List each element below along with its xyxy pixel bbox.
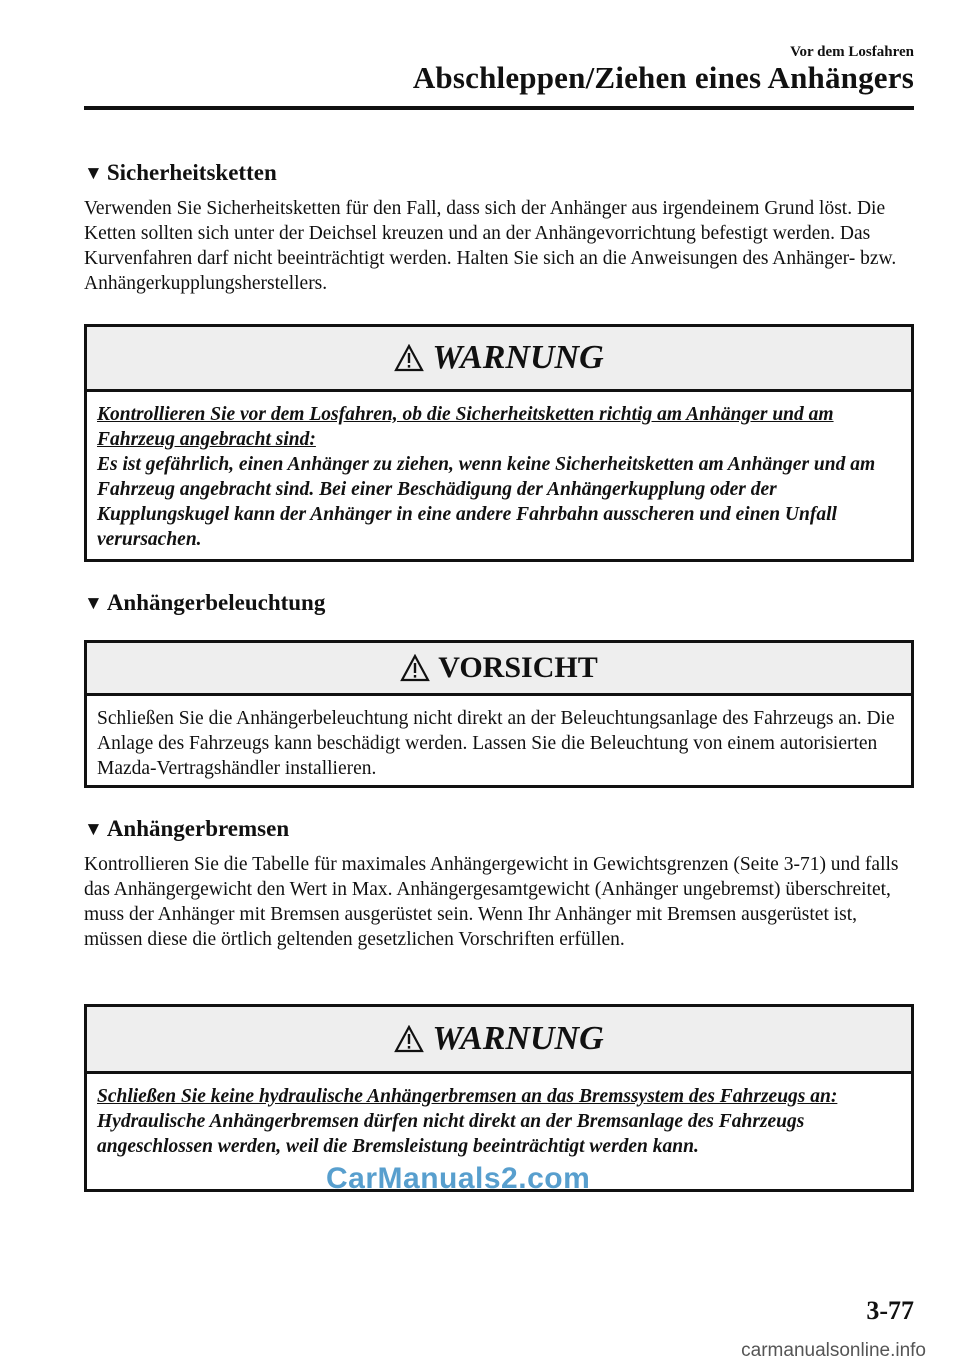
- section-anhaengerbremsen: [84, 812, 914, 952]
- section-heading: [84, 586, 914, 620]
- footer-site-link[interactable]: carmanualsonline.info: [741, 1340, 926, 1361]
- triangle-down-icon: ▼: [84, 162, 103, 184]
- section-heading: [84, 812, 914, 846]
- caution-title: VORSICHT: [438, 651, 598, 684]
- warning-box-body: [87, 392, 911, 560]
- running-header-section: Vor dem Losfahren: [790, 44, 914, 60]
- section-heading: [84, 156, 914, 190]
- page-number: 3-77: [866, 1296, 914, 1325]
- warning-box: [84, 324, 914, 562]
- warning-text: Es ist gefährlich, einen Anhänger zu ziehen, wenn keine Sicherheitsketten am Anhänger und am Fahrzeug angebracht sind. Bei einer Beschädigung der Anhängerkupplung oder der Kupplungskugel kann der Anhänger in eine andere Fahrbahn ausscheren und einen Unfall verursachen.: [97, 454, 876, 550]
- header-divider: [84, 106, 914, 110]
- page-title: Abschleppen/Ziehen eines Anhängers: [412, 60, 914, 95]
- watermark-logo: CarManuals2.com: [326, 1162, 591, 1195]
- warning-triangle-icon: [394, 344, 424, 372]
- triangle-down-icon: ▼: [84, 818, 103, 840]
- section-paragraph: Verwenden Sie Sicherheitsketten für den Fall, dass sich der Anhänger aus irgendeinem Grund löst. Die Ketten sollten sich unter der Deichsel kreuzen und an der Anhängevorrichtung befestigt werden. Das Kurvenfahren darf nicht beeinträchtigt werden. Halten Sie sich an die Anweisungen des Anhänger- bzw. Anhängerkupplungsherstellers.: [84, 198, 897, 294]
- caution-box-body: Schließen Sie die Anhängerbeleuchtung nicht direkt an der Beleuchtungsanlage des Fahrzeugs an. Die Anlage des Fahrzeugs kann beschädigt werden. Lassen Sie die Beleuchtung von einem autorisierten Mazda-Vertragshändler installieren.: [97, 708, 895, 779]
- warning-text: Hydraulische Anhängerbremsen dürfen nicht direkt an der Bremsanlage des Fahrzeugs angeschlossen werden, weil die Bremsleistung beeinträchtigt werden kann.: [97, 1111, 805, 1157]
- warning-lead: Schließen Sie keine hydraulische Anhängerbremsen an das Bremssystem des Fahrzeugs an:: [97, 1086, 838, 1107]
- caution-box-header: [87, 643, 911, 696]
- section-sicherheitsketten: [84, 156, 914, 296]
- warning-triangle-icon: [400, 654, 430, 682]
- section-heading-text: Sicherheitsketten: [106, 160, 277, 185]
- section-heading-text: Anhängerbremsen: [106, 816, 290, 841]
- warning-triangle-icon: [394, 1025, 424, 1053]
- warning-title: WARNUNG: [432, 339, 604, 376]
- section-heading-text: Anhängerbeleuchtung: [106, 590, 326, 615]
- caution-box: [84, 640, 914, 788]
- warning-lead: Kontrollieren Sie vor dem Losfahren, ob die Sicherheitsketten richtig am Anhänger und am Fahrzeug angebracht sind:: [97, 404, 834, 450]
- warning-box-body: [87, 1074, 911, 1167]
- warning-box-header: [87, 1007, 911, 1074]
- section-paragraph: Kontrollieren Sie die Tabelle für maximales Anhängergewicht in Gewichtsgrenzen (Seite 3-71) und falls das Anhängergewicht den Wert in Max. Anhängergesamtgewicht (Anhänger ungebremst) überschreitet, muss der Anhänger mit Bremsen ausgerüstet sein. Wenn Ihr Anhänger mit Bremsen ausgerüstet ist, müssen diese die örtlich geltenden gesetzlichen Vorschriften erfüllen.: [84, 854, 899, 950]
- section-anhaengerbeleuchtung: [84, 586, 914, 620]
- warning-box-header: [87, 327, 911, 392]
- warning-title: WARNUNG: [432, 1020, 604, 1057]
- triangle-down-icon: ▼: [84, 592, 103, 614]
